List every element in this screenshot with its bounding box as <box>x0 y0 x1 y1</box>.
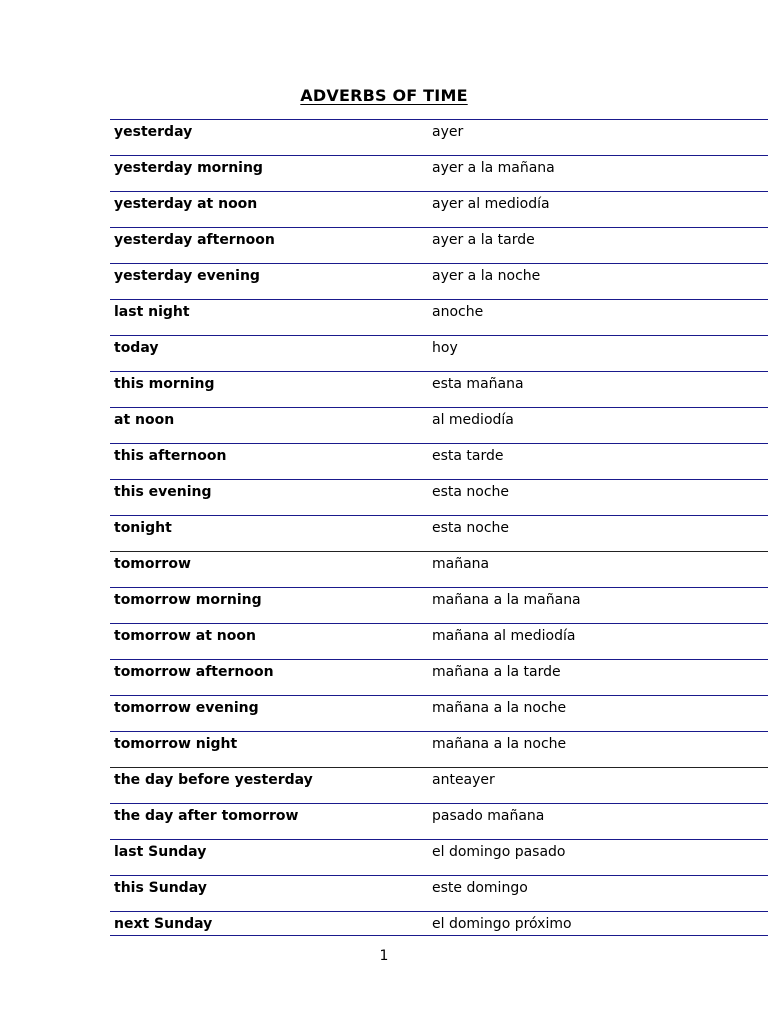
table-row <box>110 120 768 156</box>
english-term: yesterday afternoon <box>114 232 275 248</box>
table-row <box>110 156 768 192</box>
english-term: today <box>114 340 159 356</box>
english-term: tomorrow at noon <box>114 628 256 644</box>
spanish-translation: anoche <box>432 304 484 320</box>
english-term: tomorrow afternoon <box>114 664 274 680</box>
spanish-translation: anteayer <box>432 772 495 788</box>
english-term: next Sunday <box>114 916 213 932</box>
table-row <box>110 336 768 372</box>
spanish-translation: al mediodía <box>432 412 514 428</box>
spanish-translation: este domingo <box>432 880 528 896</box>
table-row <box>110 768 768 804</box>
spanish-translation: mañana al mediodía <box>432 628 576 644</box>
page-title: ADVERBS OF TIME <box>300 86 468 105</box>
spanish-translation: el domingo pasado <box>432 844 566 860</box>
table-row <box>110 840 768 876</box>
english-term: this evening <box>114 484 212 500</box>
english-term: last night <box>114 304 190 320</box>
spanish-translation: mañana <box>432 556 490 572</box>
english-term: yesterday at noon <box>114 196 258 212</box>
english-term: last Sunday <box>114 844 207 860</box>
english-term: the day after tomorrow <box>114 808 299 824</box>
table-row <box>110 552 768 588</box>
table-row <box>110 660 768 696</box>
table-row <box>110 192 768 228</box>
table-row <box>110 588 768 624</box>
english-term: this morning <box>114 376 215 392</box>
spanish-translation: hoy <box>432 340 458 356</box>
english-term: tomorrow evening <box>114 700 259 716</box>
table-row <box>110 228 768 264</box>
spanish-translation: esta noche <box>432 484 510 500</box>
english-term: yesterday morning <box>114 160 263 176</box>
spanish-translation: esta noche <box>432 520 510 536</box>
english-term: yesterday <box>114 124 193 140</box>
spanish-translation: esta tarde <box>432 448 504 464</box>
vocabulary-table <box>110 119 768 936</box>
spanish-translation: mañana a la noche <box>432 736 567 752</box>
spanish-translation: pasado mañana <box>432 808 545 824</box>
english-term: at noon <box>114 412 175 428</box>
table-row <box>110 408 768 444</box>
table-row <box>110 264 768 300</box>
spanish-translation: ayer al mediodía <box>432 196 550 212</box>
spanish-translation: mañana a la tarde <box>432 664 561 680</box>
english-term: this Sunday <box>114 880 207 896</box>
spanish-translation: mañana a la mañana <box>432 592 581 608</box>
table-row <box>110 516 768 552</box>
table-row <box>110 480 768 516</box>
english-term: yesterday evening <box>114 268 260 284</box>
page-number: 1 <box>379 948 389 964</box>
spanish-translation: ayer a la mañana <box>432 160 555 176</box>
table-row <box>110 300 768 336</box>
english-term: tonight <box>114 520 172 536</box>
table-row <box>110 624 768 660</box>
english-term: tomorrow night <box>114 736 238 752</box>
spanish-translation: ayer a la tarde <box>432 232 535 248</box>
english-term: the day before yesterday <box>114 772 313 788</box>
table-row <box>110 876 768 912</box>
english-term: this afternoon <box>114 448 227 464</box>
english-term: tomorrow morning <box>114 592 262 608</box>
table-row <box>110 804 768 840</box>
table-row <box>110 912 768 936</box>
spanish-translation: ayer <box>432 124 464 140</box>
spanish-translation: el domingo próximo <box>432 916 572 932</box>
spanish-translation: mañana a la noche <box>432 700 567 716</box>
english-term: tomorrow <box>114 556 191 572</box>
spanish-translation: esta mañana <box>432 376 524 392</box>
table-row <box>110 696 768 732</box>
table-row <box>110 732 768 768</box>
spanish-translation: ayer a la noche <box>432 268 541 284</box>
table-row <box>110 444 768 480</box>
table-row <box>110 372 768 408</box>
